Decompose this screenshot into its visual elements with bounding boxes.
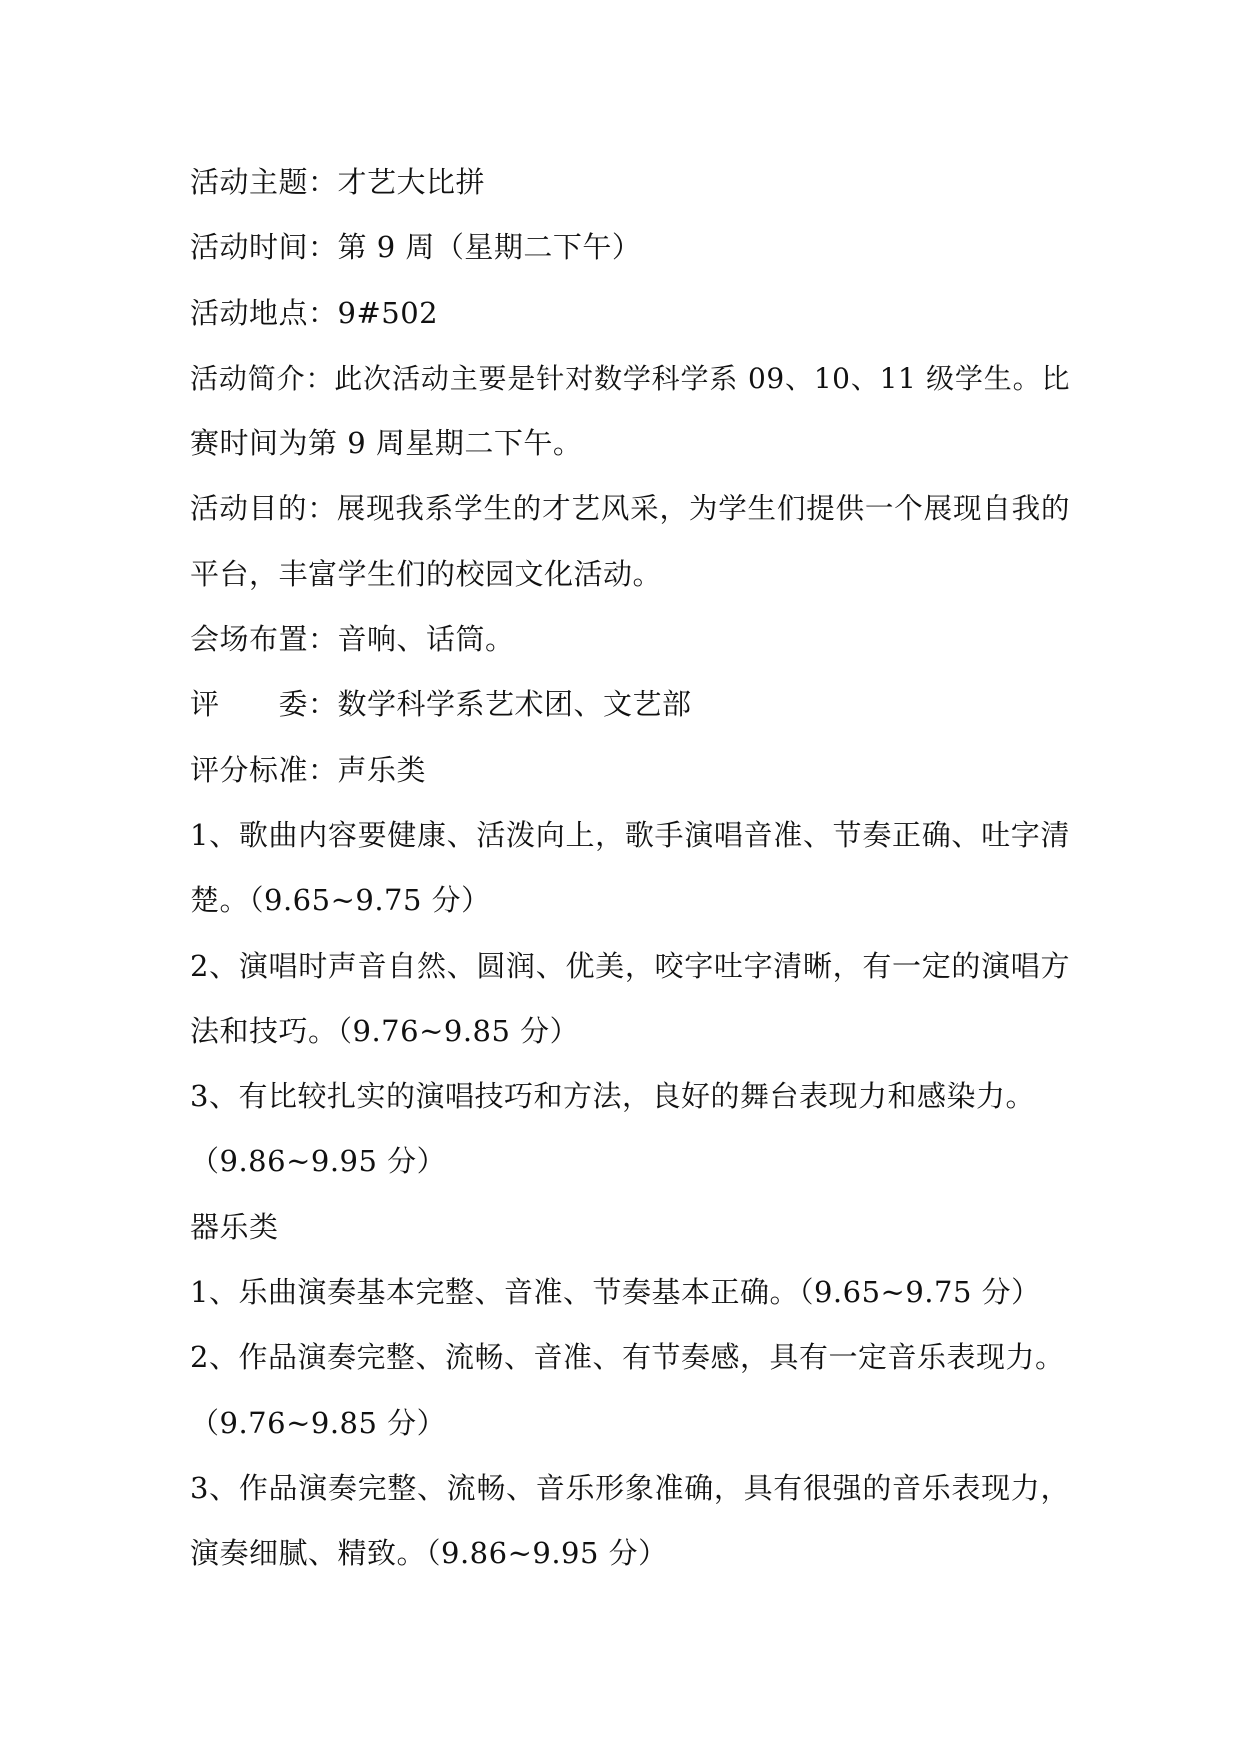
scoring-criteria-heading: 评分标准：声乐类 — [190, 752, 427, 787]
activity-time: 活动时间：第 9 周（星期二下午） — [190, 230, 642, 265]
vocal-criterion-1-line-1: 1、歌曲内容要健康、活泼向上，歌手演唱音准、节奏正确、吐字清 — [190, 817, 1070, 852]
instrumental-criterion-1: 1、乐曲演奏基本完整、音准、节奏基本正确。（9.65~9.75 分） — [190, 1275, 1041, 1310]
vocal-criterion-2-line-1: 2、演唱时声音自然、圆润、优美，咬字吐字清晰，有一定的演唱方 — [190, 948, 1070, 983]
instrumental-criterion-3-line-1: 3、作品演奏完整、流畅、音乐形象准确，具有很强的音乐表现力， — [190, 1470, 1070, 1505]
document-body — [190, 150, 1070, 1587]
activity-intro-line-1: 活动简介：此次活动主要是针对数学科学系 09、10、11 级学生。比 — [190, 361, 1070, 395]
activity-purpose-line-2: 平台，丰富学生们的校园文化活动。 — [190, 556, 663, 591]
instrumental-criterion-2-line-2: （9.76~9.85 分） — [190, 1405, 447, 1440]
instrumental-criterion-3-line-2: 演奏细腻、精致。（9.86~9.95 分） — [190, 1536, 668, 1571]
instrumental-criterion-2-line-1: 2、作品演奏完整、流畅、音准、有节奏感，具有一定音乐表现力。 — [190, 1340, 1065, 1375]
venue-setup: 会场布置：音响、话筒。 — [190, 622, 515, 657]
activity-theme: 活动主题：才艺大比拼 — [190, 165, 486, 199]
vocal-criterion-3-line-1: 3、有比较扎实的演唱技巧和方法，良好的舞台表现力和感染力。 — [190, 1079, 1035, 1114]
vocal-criterion-2-line-2: 法和技巧。（9.76~9.85 分） — [190, 1013, 580, 1048]
activity-purpose-line-1: 活动目的：展现我系学生的才艺风采，为学生们提供一个展现自我的 — [190, 492, 1070, 526]
activity-location: 活动地点：9#502 — [190, 295, 439, 330]
vocal-criterion-3-line-2: （9.86~9.95 分） — [190, 1144, 447, 1179]
activity-intro-line-2: 赛时间为第 9 周星期二下午。 — [190, 426, 583, 461]
vocal-criterion-1-line-2: 楚。（9.65~9.75 分） — [190, 883, 491, 918]
instrumental-heading: 器乐类 — [190, 1209, 279, 1244]
judges: 评 委：数学科学系艺术团、文艺部 — [190, 687, 692, 722]
